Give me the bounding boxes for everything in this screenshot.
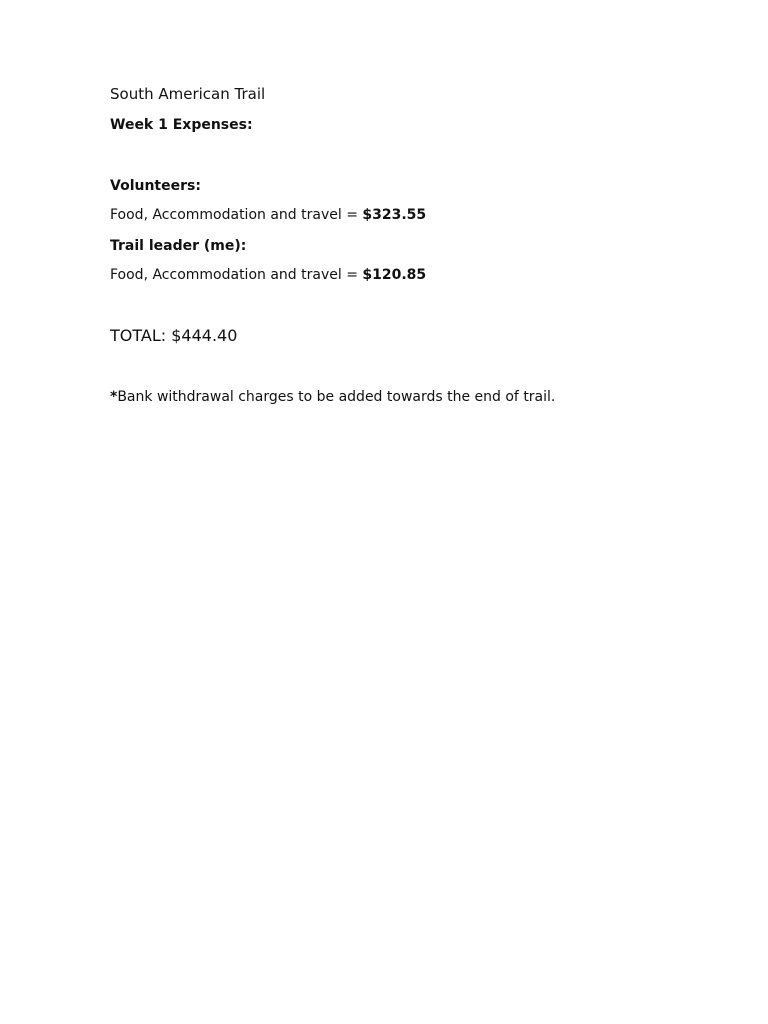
trail-leader-heading: Trail leader (me): [110,238,247,254]
volunteers-expense-label: Food, Accommodation and travel = [110,207,363,223]
note-text: Bank withdrawal charges to be added towards the end of trail. [117,389,556,405]
bank-withdrawal-note [110,388,555,406]
trail-leader-expense-line [110,266,426,284]
volunteers-expense-line [110,206,426,224]
note-marker: * [110,389,118,405]
total-line [110,326,237,346]
trail-leader-expense-label: Food, Accommodation and travel = [110,267,363,283]
total-amount: $444.40 [171,326,238,345]
volunteers-heading: Volunteers: [110,178,201,194]
document-title: South American Trail [110,85,266,103]
total-label: TOTAL: [110,326,167,345]
volunteers-expense-amount: $323.55 [362,207,427,223]
week-expenses-heading: Week 1 Expenses: [110,117,253,133]
trail-leader-expense-amount: $120.85 [362,267,427,283]
